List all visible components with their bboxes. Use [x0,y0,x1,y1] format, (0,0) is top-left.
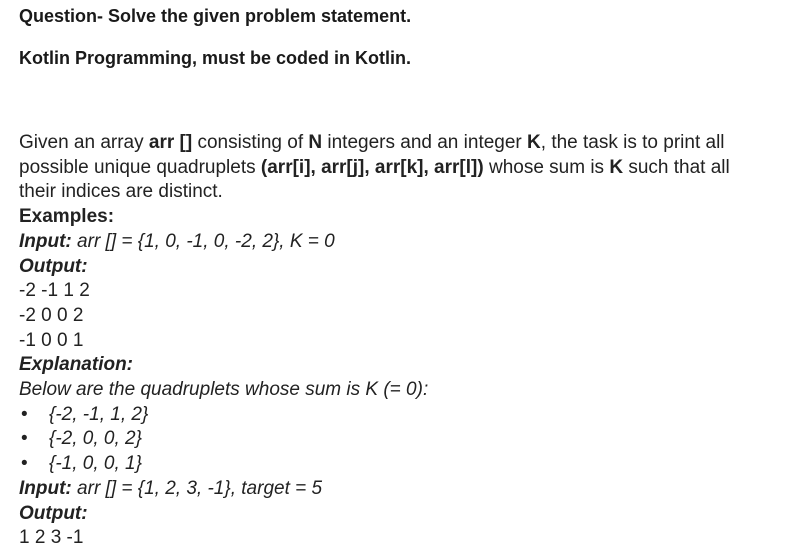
output-line: 1 2 3 -1 [19,527,84,549]
output-line: -1 0 0 1 [19,329,84,351]
language-heading: Kotlin Programming, must be coded in Kotlin. [19,48,412,68]
statement-quadruplet: (arr[i], arr[j], arr[k], arr[l]) [260,156,484,178]
statement-text: such that all their indices are distinct. [19,156,730,203]
bullet-text: {-2, -1, 1, 2} [49,403,149,425]
output-line: -2 0 0 2 [19,304,84,326]
example2-input [19,477,771,502]
bullet-text: {-1, 0, 0, 1} [49,453,142,475]
output-line: -2 -1 1 2 [19,280,90,302]
bullet-text: {-2, 0, 0, 2} [49,428,142,450]
input-label: Input: [19,477,72,499]
statement-text: Given an array [19,132,149,153]
examples-label: Examples: [19,206,115,228]
list-item [19,452,771,477]
statement-n: N [308,132,323,153]
statement-k: K [527,132,541,153]
example2-output-label: Output: [19,502,88,524]
input-value: arr [] = {1, 2, 3, -1}, target = 5 [71,477,323,499]
question-heading: Question- Solve the given problem statement. [19,6,412,26]
explanation-label: Explanation: [19,354,134,376]
statement-text: consisting of [192,132,309,153]
explanation-text: Below are the quadruplets whose sum is K (= 0): [19,379,429,401]
input-value: arr [] = {1, 0, -1, 0, -2, 2}, K = 0 [71,230,335,252]
input-label: Input: [19,230,72,252]
list-item [19,403,771,428]
problem-body [19,131,771,551]
example1-output-label: Output: [19,255,88,277]
list-item [19,427,771,452]
problem-statement [19,131,771,205]
statement-text: whose sum is [483,156,610,178]
bullet-icon: • [21,453,28,475]
bullet-icon: • [21,403,28,425]
statement-text: , the task is to print all possible unique quadruplets [19,132,725,178]
statement-arr: arr [] [148,132,193,153]
statement-text: integers and an integer [322,132,528,153]
statement-k: K [609,156,624,178]
example1-input [19,230,771,255]
bullet-icon: • [21,428,28,450]
